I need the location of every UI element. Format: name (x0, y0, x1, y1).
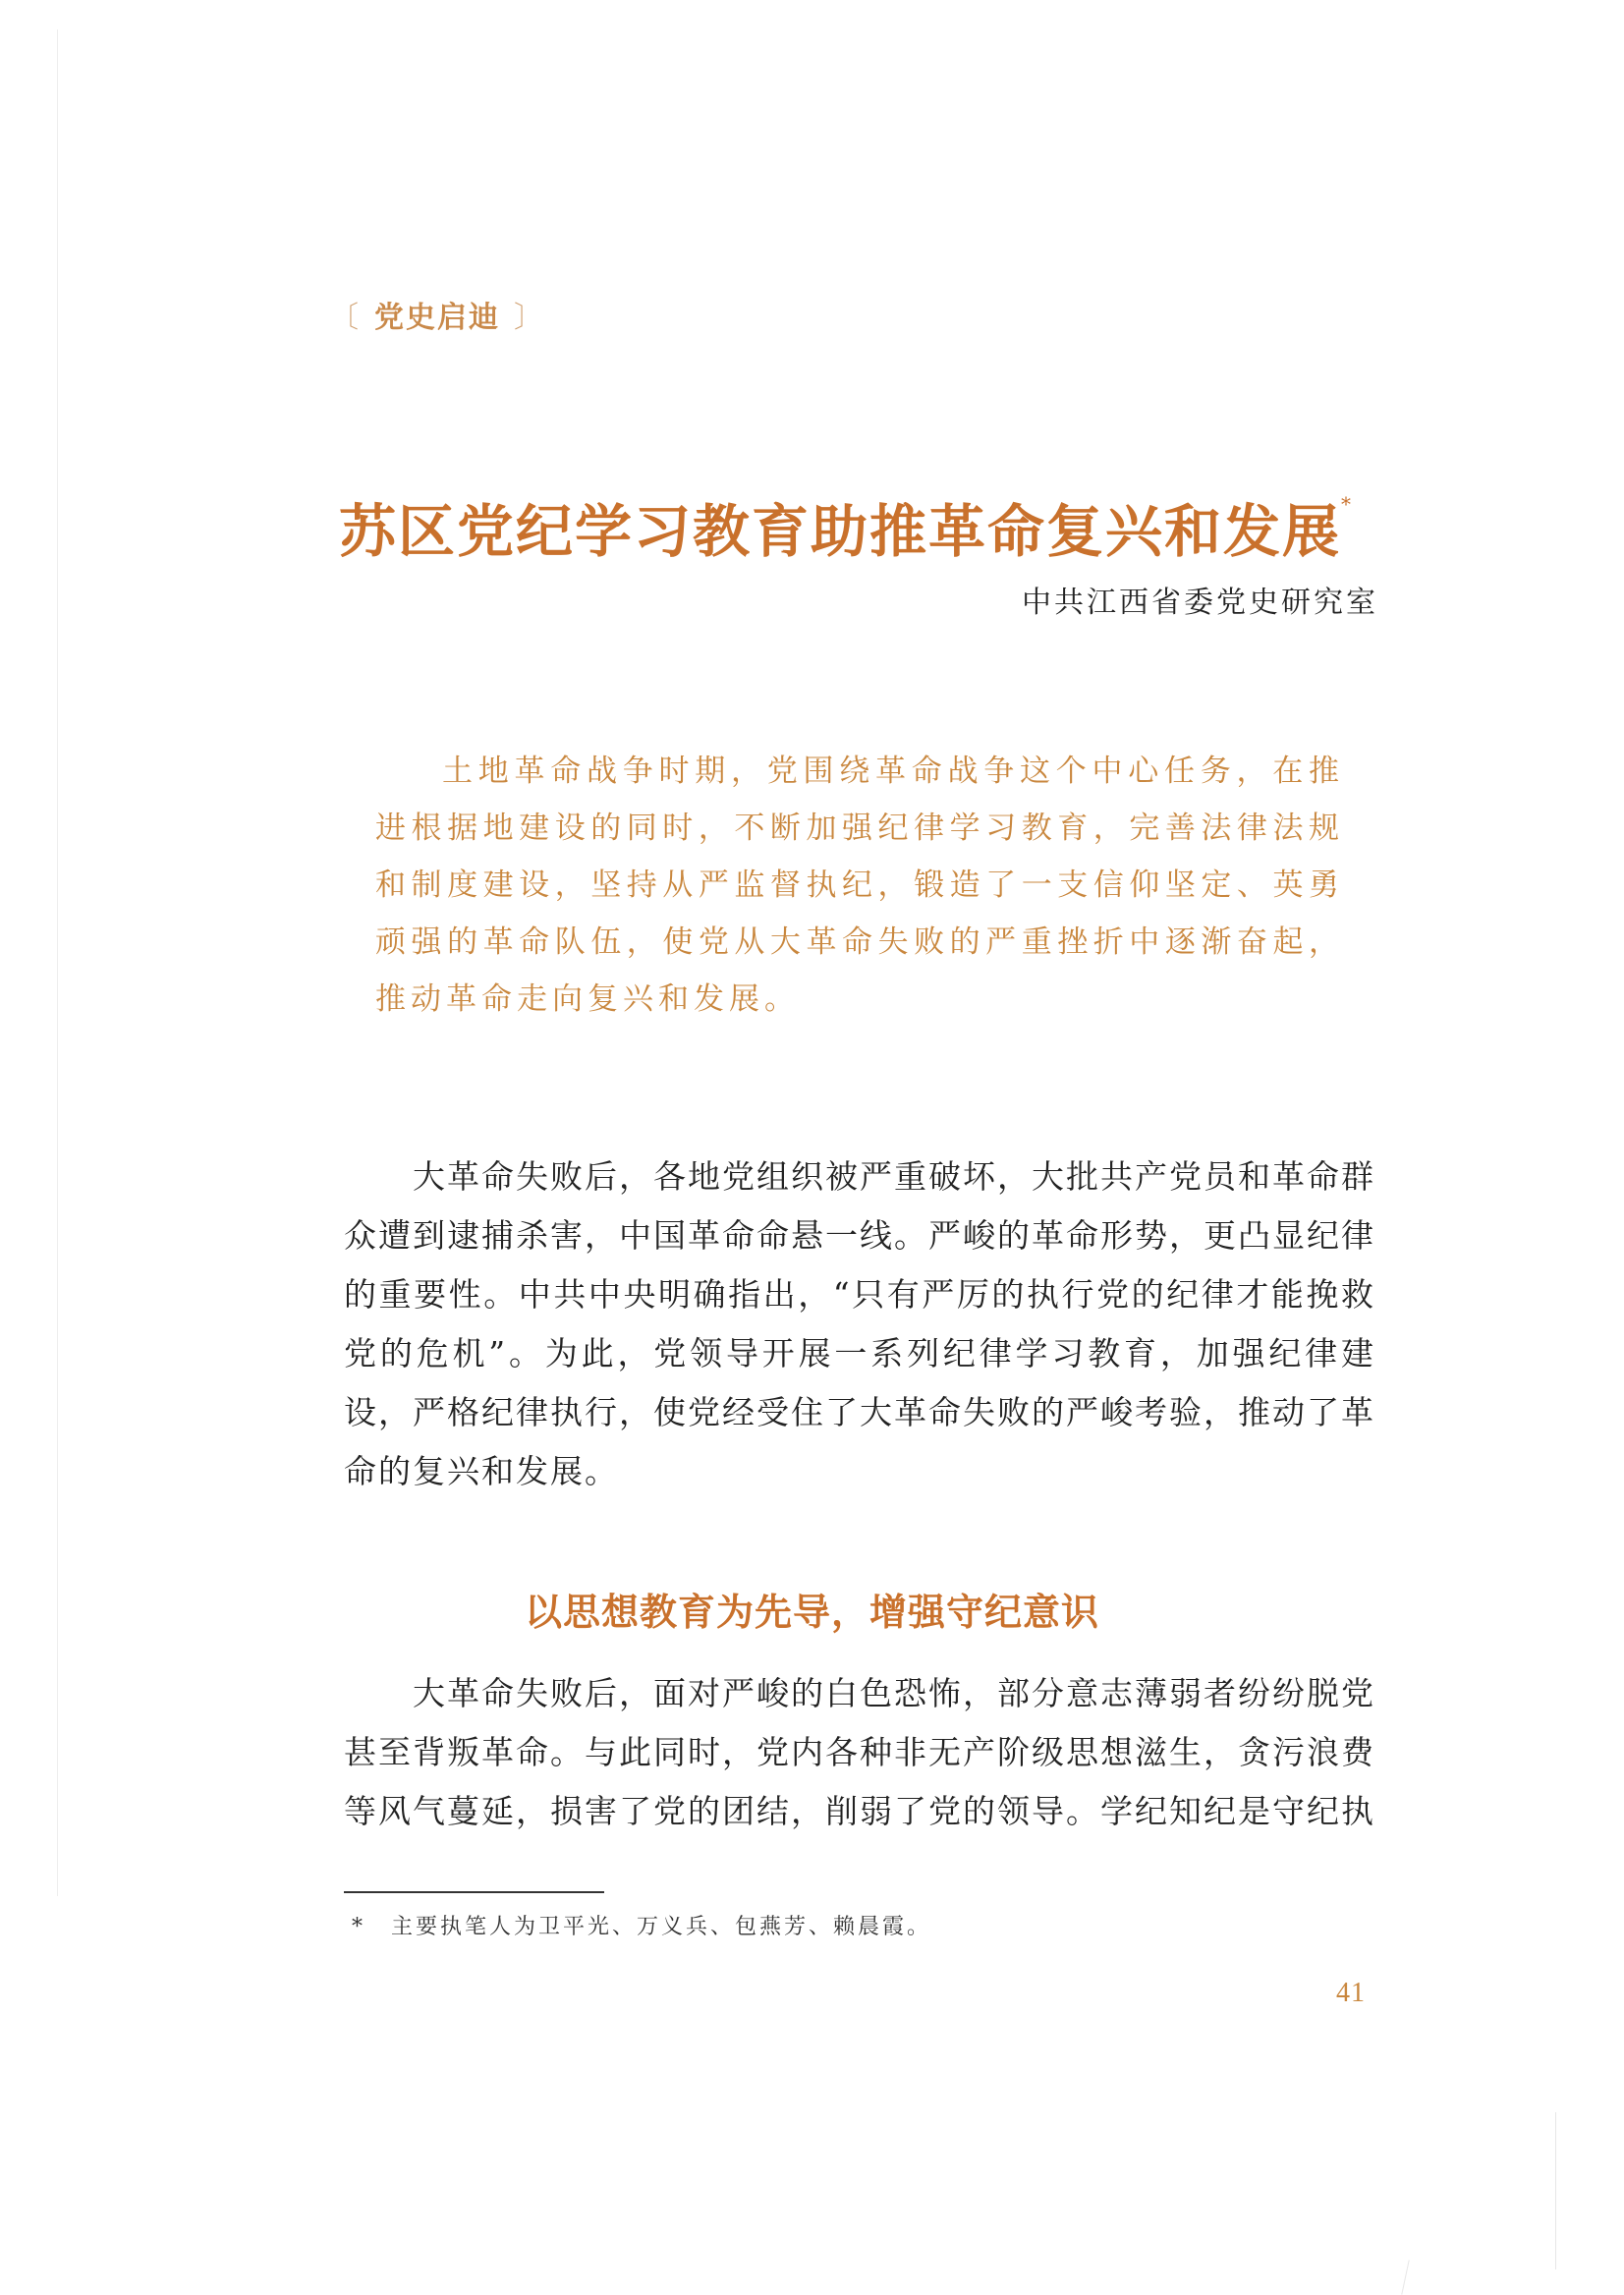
article-author: 中共江西省委党史研究室 (1022, 586, 1378, 620)
section-tag-open-bracket: 〔 (329, 301, 361, 335)
body-paragraph-1: 大革命失败后，各地党组织被严重破坏，大批共产党员和革命群众遭到逮捕杀害，中国革命命悬一线。严峻的革命形势，更凸显纪律的重要性。中共中央明确指出，“只有严厉的执行党的纪律才能挽救党的危机”。为此，党领导开展一系列纪律学习教育，加强纪律建设，严格纪律执行，使党经受住了大革命失败的严峻考验，推动了革命的复兴和发展。 (344, 1157, 1375, 1490)
article-title (339, 491, 1354, 567)
scan-artifact-line (1401, 2260, 1409, 2294)
section-subheading: 以思想教育为先导，增强守纪意识 (524, 1590, 1099, 1634)
footnote-text: 主要执笔人为卫平光、万义兵、包燕芳、赖晨霞。 (391, 1915, 932, 1939)
body-paragraph-2: 大革命失败后，面对严峻的白色恐怖，部分意志薄弱者纷纷脱党甚至背叛革命。与此同时，党内各种非无产阶级思想滋生，贪污浪费等风气蔓延，损害了党的团结，削弱了党的领导。学纪知纪是守纪执 (344, 1674, 1375, 1830)
footnote-divider (344, 1891, 604, 1893)
section-tag-label: 党史启迪 (374, 301, 500, 335)
footnote (352, 1910, 931, 1940)
footnote-mark: * (352, 1915, 365, 1939)
section-tag (329, 293, 545, 336)
title-footnote-mark: * (1341, 491, 1354, 516)
article-abstract: 土地革命战争时期，党围绕革命战争这个中心任务，在推进根据地建设的同时，不断加强纪律学习教育，完善法律法规和制度建设，坚持从严监督执纪，锻造了一支信仰坚定、英勇顽强的革命队伍，使党从大革命失败的严重挫折中逐渐奋起，推动革命走向复兴和发展。 (375, 754, 1344, 1017)
page-number: 41 (1336, 1978, 1366, 2008)
section-tag-close-bracket: 〕 (514, 301, 545, 335)
scan-artifact-line (1555, 2112, 1556, 2269)
article-title-text: 苏区党纪学习教育助推革命复兴和发展 (339, 497, 1342, 565)
